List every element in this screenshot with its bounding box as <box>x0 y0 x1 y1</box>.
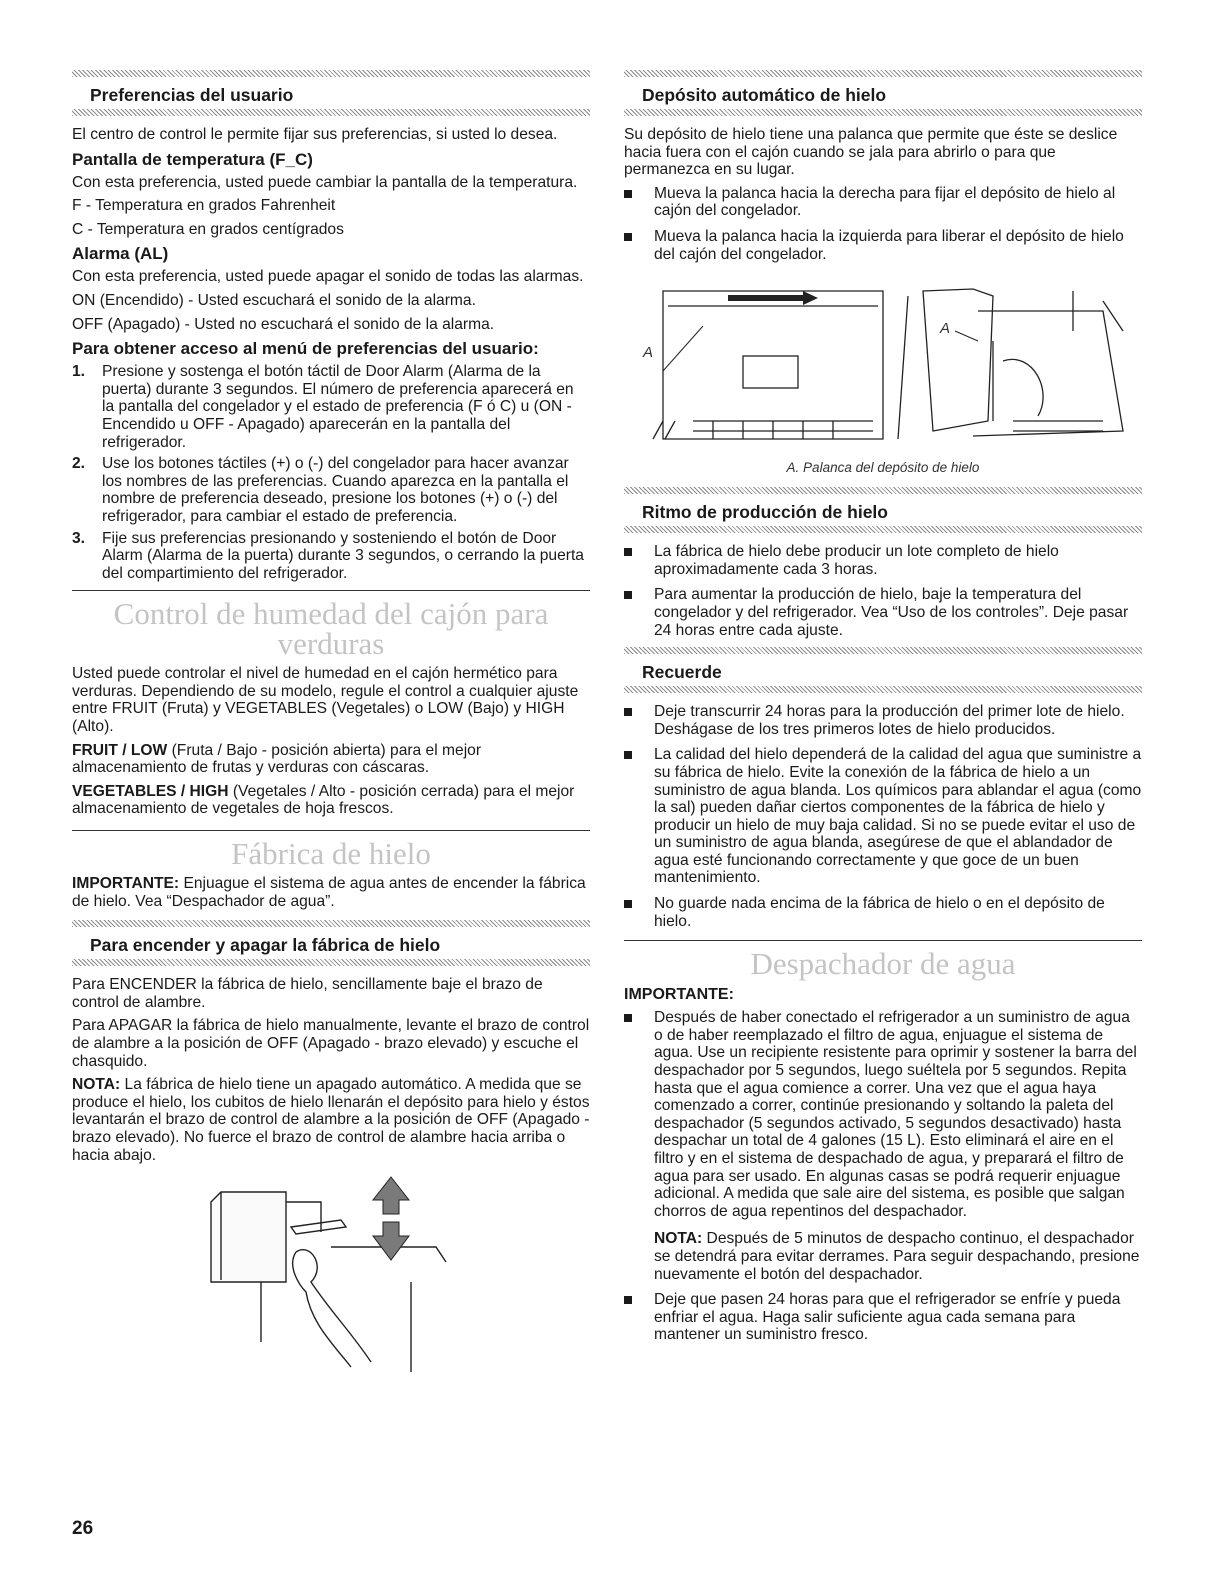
hatch-divider <box>624 487 1142 494</box>
access-step: 1. Presione y sostenga el botón táctil de Door Alarm (Alarma de la puerta) durante 3 segundos. El número de preferencia aparecerá en la pantalla del congelador y el estado de preferencia (F ó C) u (ON - Encendido u OFF - Apagado) aparecerán en la pantalla del refrigerador. <box>72 363 574 451</box>
hatch-divider <box>624 109 1142 116</box>
hatch-divider <box>624 70 1142 77</box>
access-step: 3. Fije sus preferencias presionando y sosteniendo el botón de Door Alarm (Alarma de la puerta) durante 3 segundos, o cerrando la puerta del compartimiento del refrigerador. <box>72 529 584 582</box>
hatch-divider <box>624 526 1142 533</box>
down-arrow-icon <box>373 1222 409 1260</box>
dispenser-note: NOTA: Después de 5 minutos de despacho continuo, el despachador se detendrá para evitar derrames. Para seguir despachando, presione nuevamente el botón del despachador. <box>654 1230 1140 1283</box>
rate-title: Ritmo de producción de hielo <box>642 502 888 523</box>
hatch-divider <box>72 109 590 116</box>
rate-bullets <box>624 543 1142 639</box>
remember-header <box>624 647 1142 693</box>
list-item: Para aumentar la producción de hielo, baje la temperatura del congelador y del refrigerador. Vea “Uso de los controles”. Deje pasar 24 horas entre cada ajuste. <box>624 586 1142 639</box>
icemaker-on-text: Para ENCENDER la fábrica de hielo, sencillamente baje el brazo de control de alambre. <box>72 976 543 1011</box>
list-item: Deje que pasen 24 horas para que el refrigerador se enfríe y pueda enfriar el agua. Haga salir suficiente agua cada semana para mantener un suministro fresco. <box>624 1291 1142 1344</box>
humidity-title: Control de humedad del cajón para verduras <box>113 596 549 662</box>
figure-label-a: A <box>940 320 951 338</box>
bin-title: Depósito automático de hielo <box>642 85 887 105</box>
section-rule <box>72 590 590 591</box>
bin-bullets <box>624 185 1142 263</box>
list-item: La calidad del hielo dependerá de la calidad del agua que suministre a su fábrica de hielo. Evite la conexión de la fábrica de hielo a un suministro de agua blanda. Los químicos para ablandar el agua (como la sal) pueden dañar ciertos componentes de la fábrica de hielo y producir un hielo de muy baja calidad. Si no se puede evitar el uso de un suministro de agua blanda, asegúrese de que el ablandador de agua esté funcionando correctamente y que goce de un buen mantenimiento. <box>624 746 1142 887</box>
list-item: La fábrica de hielo debe producir un lote completo de hielo aproximadamente cada 3 horas. <box>624 543 1142 578</box>
remember-bullets <box>624 703 1142 930</box>
dispenser-title: Despachador de agua <box>750 946 1016 982</box>
icemaker-onoff-header <box>72 920 590 966</box>
list-item: Mueva la palanca hacia la izquierda para liberar el depósito de hielo del cajón del congelador. <box>624 228 1142 263</box>
alarm-off-line: OFF (Apagado) - Usted no escuchará el sonido de la alarma. <box>72 315 495 333</box>
icemaker-note: NOTA: La fábrica de hielo tiene un apagado automático. A medida que se produce el hielo, los cubitos de hielo llenarán el depósito para hielo y éstos levantarán el brazo de control de alambre a la posición de OFF (Apagado - brazo elevado). No fuerce el brazo de control de alambre hacia arriba o hacia abajo. <box>72 1076 590 1164</box>
humidity-fruit: FRUIT / LOW (Fruta / Bajo - posición abierta) para el mejor almacenamiento de frutas y verduras con cáscaras. <box>72 741 482 777</box>
icemaker-onoff-title: Para encender y apagar la fábrica de hielo <box>90 935 441 956</box>
dispenser-bullets <box>624 1009 1142 1344</box>
icemaker-title: Fábrica de hielo <box>231 836 431 872</box>
dispenser-important: IMPORTANTE: <box>624 986 734 1004</box>
right-column <box>624 70 1142 1352</box>
alarm-title: Alarma (AL) <box>72 244 169 264</box>
figure-label-a: A <box>643 344 654 362</box>
humidity-vegetables: VEGETABLES / HIGH (Vegetales / Alto - posición cerrada) para el mejor almacenamiento de vegetales de hoja frescos. <box>72 782 575 818</box>
hatch-divider <box>624 647 1142 654</box>
temp-f-line: F - Temperatura en grados Fahrenheit <box>72 197 336 215</box>
temp-display-text: Con esta preferencia, usted puede cambiar la pantalla de la temperatura. <box>72 173 578 191</box>
hatch-divider <box>72 959 590 966</box>
icemaker-important: IMPORTANTE: Enjuague el sistema de agua antes de encender la fábrica de hielo. Vea “Despachador de agua”. <box>72 875 586 910</box>
page-number: 26 <box>72 1518 94 1539</box>
bin-intro: Su depósito de hielo tiene una palanca que permite que éste se deslice hacia fuera con el cajón cuando se jala para abrirlo o para que permanezca en su lugar. <box>624 126 1118 179</box>
rate-header <box>624 487 1142 533</box>
ice-bin-lever-illustration <box>633 271 1133 456</box>
access-step: 2. Use los botones táctiles (+) o (-) del congelador para hacer avanzar los nombres de las preferencias. Cuando aparezca en la pantalla el nombre de preferencia deseado, presione los botones (+) o (-) del refrigerador, para cambiar el estado de preferencia. <box>72 455 569 525</box>
hatch-divider <box>624 686 1142 693</box>
temp-c-line: C - Temperatura en grados centígrados <box>72 220 344 238</box>
temp-display-title: Pantalla de temperatura (F_C) <box>72 149 313 169</box>
list-item: No guarde nada encima de la fábrica de hielo o en el depósito de hielo. <box>624 895 1142 930</box>
hatch-divider <box>72 920 590 927</box>
left-column <box>72 70 590 1372</box>
user-prefs-header <box>72 70 590 116</box>
alarm-text: Con esta preferencia, usted puede apagar el sonido de todas las alarmas. <box>72 268 584 286</box>
list-item <box>624 1009 1142 1283</box>
list-item: Mueva la palanca hacia la derecha para fijar el depósito de hielo al cajón del congelador. <box>624 185 1142 220</box>
alarm-on-line: ON (Encendido) - Usted escuchará el sonido de la alarma. <box>72 291 476 309</box>
hatch-divider <box>72 70 590 77</box>
list-item: Deje transcurrir 24 horas para la producción del primer lote de hielo. Deshágase de los tres primeros lotes de hielo producidos. <box>624 703 1142 738</box>
section-rule <box>72 830 590 831</box>
access-steps <box>72 363 590 582</box>
section-rule <box>624 940 1142 941</box>
user-prefs-title: Preferencias del usuario <box>90 85 294 105</box>
icemaker-off-text: Para APAGAR la fábrica de hielo manualmente, levante el brazo de control de alambre a la posición de OFF (Apagado - brazo elevado) y escuche el chasquido. <box>72 1017 590 1070</box>
user-prefs-intro: El centro de control le permite fijar sus preferencias, si usted lo desea. <box>72 126 558 143</box>
up-arrow-icon <box>373 1177 409 1214</box>
remember-title: Recuerde <box>642 662 722 683</box>
bin-caption: A. Palanca del depósito de hielo <box>786 460 980 476</box>
access-title: Para obtener acceso al menú de preferencias del usuario: <box>72 339 539 359</box>
dispenser-bullet-1: Después de haber conectado el refrigerador a un suministro de agua o de haber reemplazado el filtro de agua, enjuague el sistema de agua. Use un recipiente resistente para oprimir y sostener la barra del despachador por 5 segundos, luego suéltela por 5 segundos. Repita hasta que el agua comience a correr. Una vez que el agua haya comenzado a correr, continúe presionando y soltando la paleta del despachador (5 segundos activado, 5 segundos desactivado) hasta despachar un total de 4 galones (15 L). Esto eliminará el aire en el filtro y en el sistema de despachado de agua, y preparará el filtro de agua para ser usado. En algunas casas se podrá requerir enjuague adicional. A medida que sale aire del sistema, es posible que salgan chorros de agua repentinos del despachador. <box>654 1009 1137 1220</box>
humidity-intro: Usted puede controlar el nivel de humedad en el cajón hermético para verduras. Dependiendo de su modelo, regule el control a cualquier ajuste entre FRUIT (Fruta) y VEGETABLES (Vegetales) o LOW (Bajo) y HIGH (Alto). <box>72 665 579 736</box>
bin-header <box>624 70 1142 116</box>
icemaker-arm-illustration <box>201 1172 461 1372</box>
